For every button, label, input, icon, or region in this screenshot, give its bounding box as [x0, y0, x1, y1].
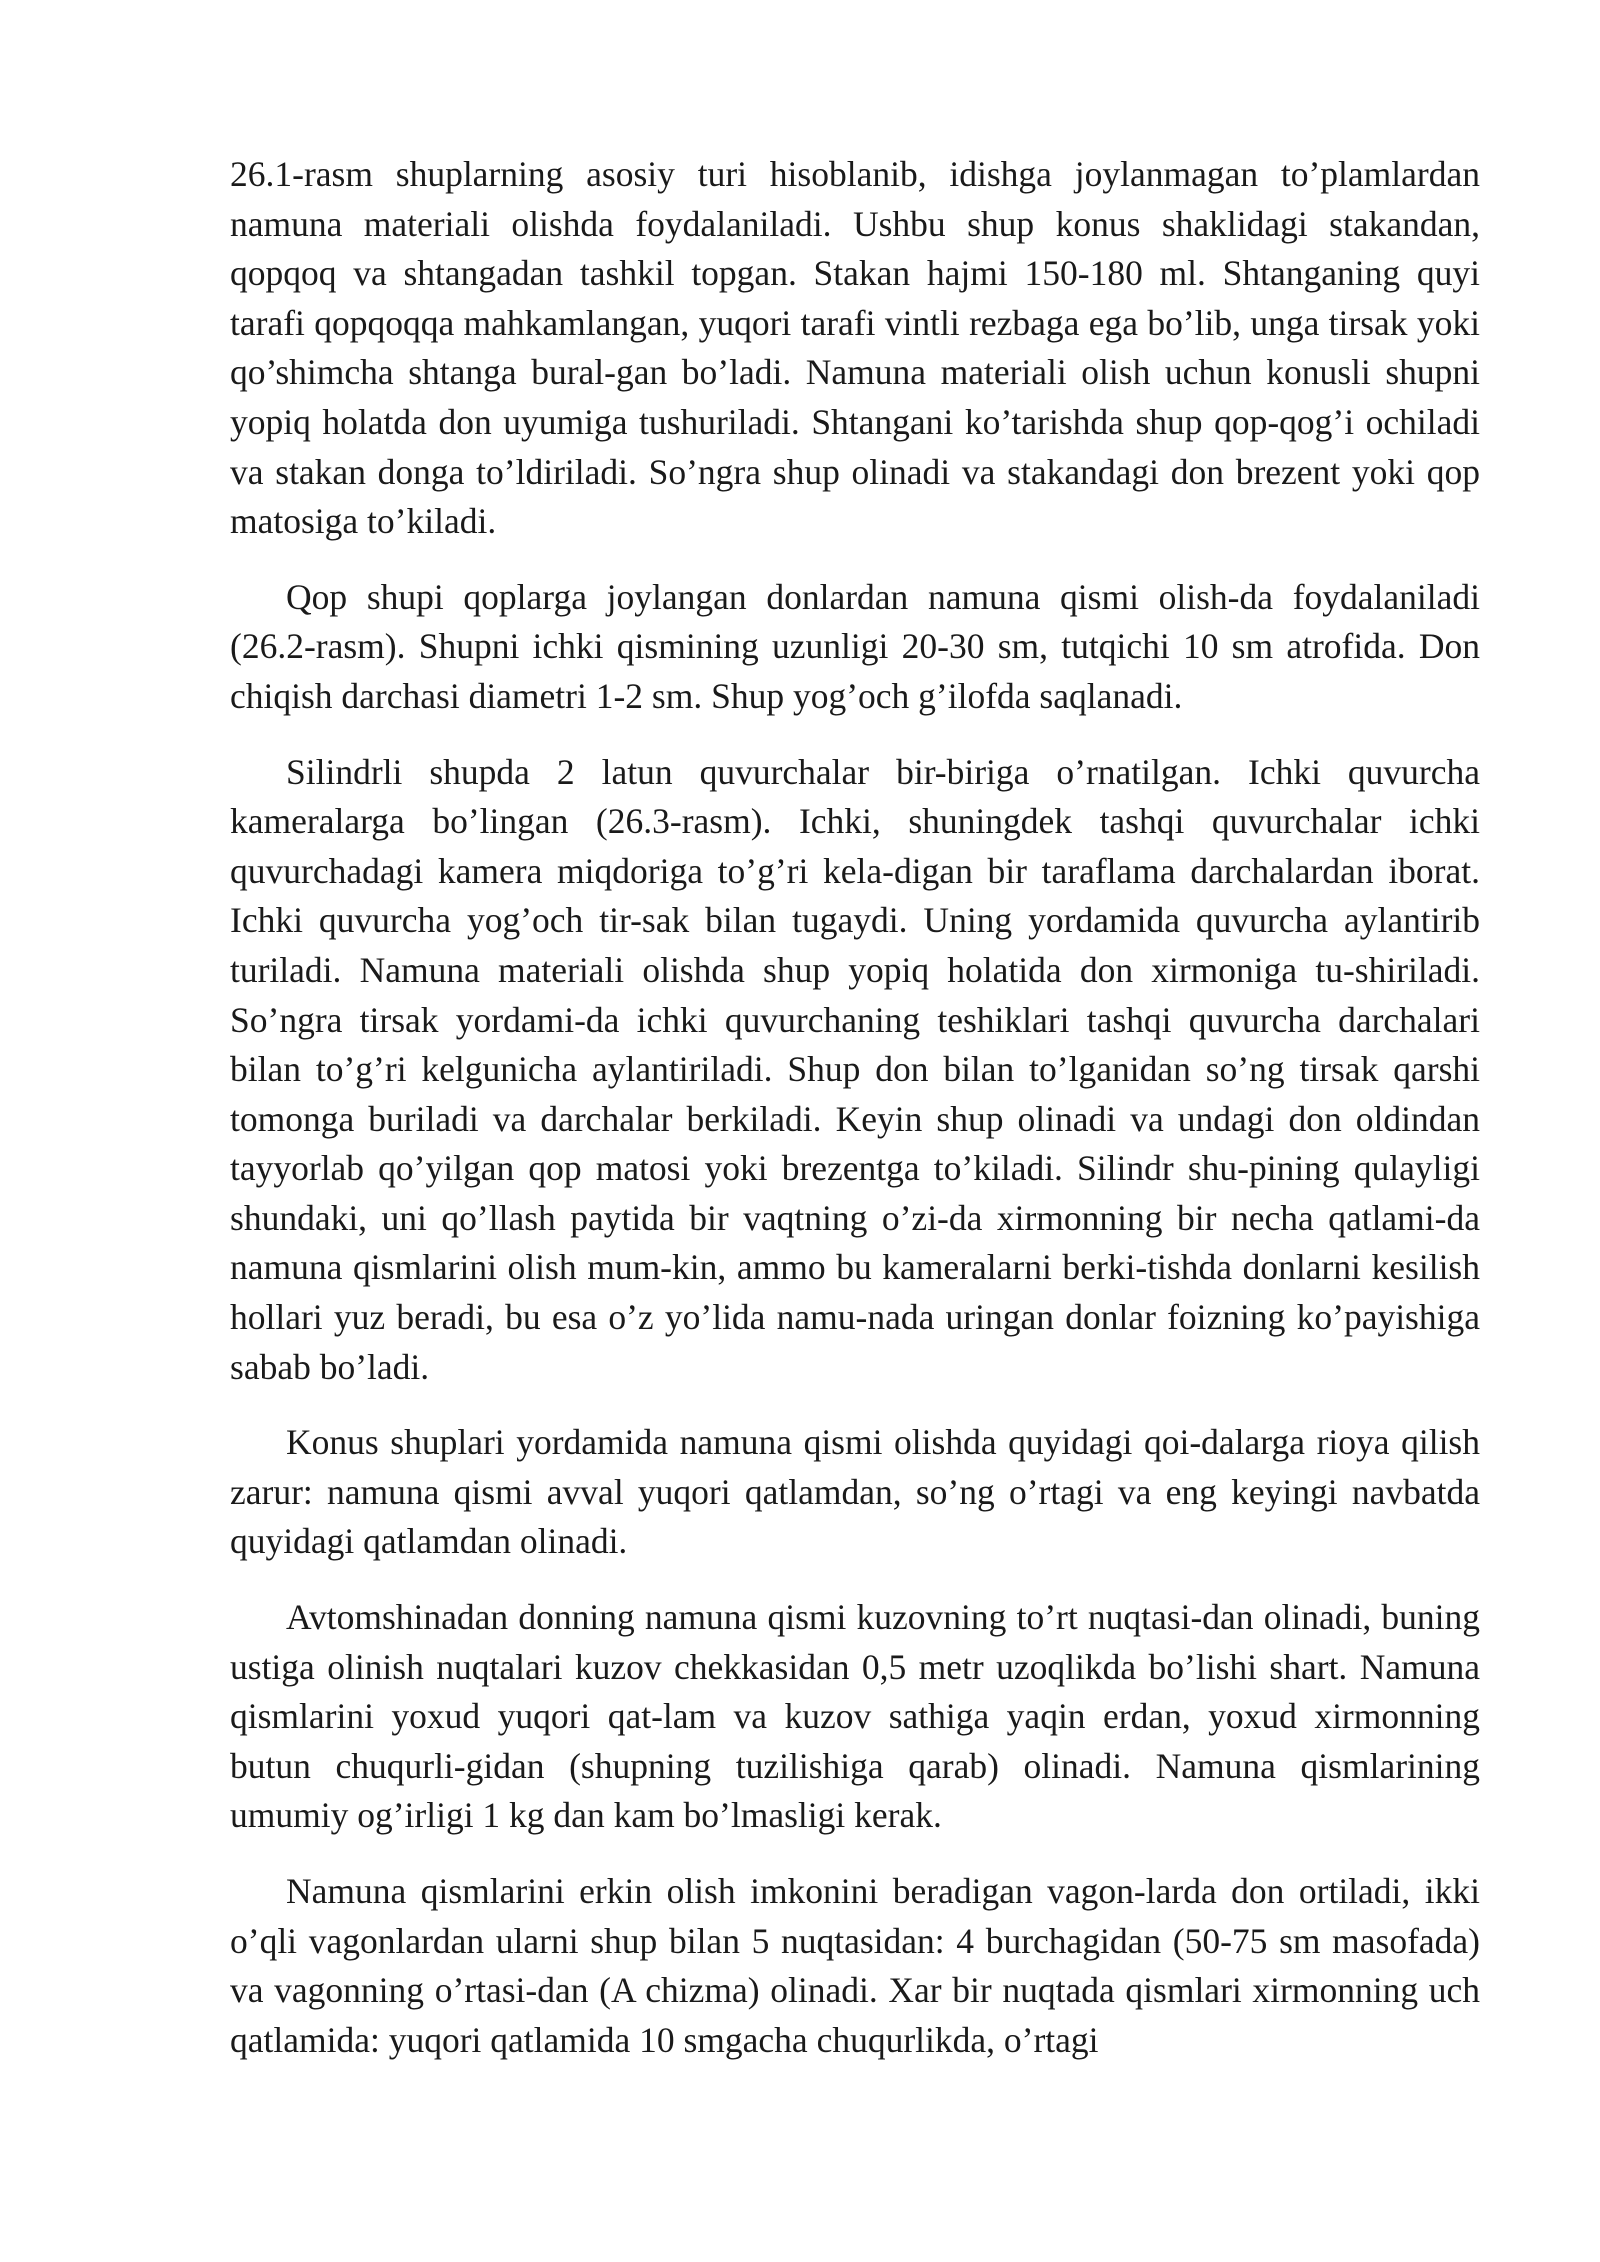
paragraph-cylinder-probe: Silindrli shupda 2 latun quvurchalar bir-biriga o’rnatilgan. Ichki quvurcha kameralarga bo’lingan (26.3-rasm). Ichki, shuningdek tashqi quvurchalar ichki quvurchadagi kamera miqdoriga to’g’ri kela-digan bir taraflama darchalardan iborat. Ichki quvurcha yog’och tir-sak bilan tugaydi. Uning yordamida quvurcha aylantirib turiladi. Namuna materiali olishda shup yopiq holatida don xirmoniga tu-shiriladi. So’ngra tirsak yordami-da ichki quvurchaning teshiklari tashqi quvurcha darchalari bilan to’g’ri kelgunicha aylantiriladi. Shup don bilan to’lganidan so’ng tirsak qarshi tomonga buriladi va darchalar berkiladi. Keyin shup olinadi va undagi don oldindan tayyorlab qo’yilgan qop matosi yoki brezentga to’kiladi. Silindr shu-pining qulayligi shundaki, uni qo’llash paytida bir vaqtning o’zi-da xirmonning bir necha qatlami-da namuna qismlarini olish mum-kin, ammo bu kameralarni berki-tishda donlarni kesilish hollari yuz beradi, bu esa o’z yo’lida namu-nada uringan donlar foizning ko’payishiga sabab bo’ladi.: [230, 751, 1480, 1387]
paragraph-truck-sampling: Avtomshinadan donning namuna qismi kuzovning to’rt nuqtasi-dan olinadi, buning ustiga olinish nuqtalari kuzov chekkasidan 0,5 metr uzoqlikda bo’lishi shart. Namuna qismlarini yoxud yuqori qat-lam va kuzov sathiga yaqin erdan, yoxud xirmonning butun chuqurli-gidan (shupning tuzilishiga qarab) olinadi. Namuna qismlarining umumiy og’irligi 1 kg dan kam bo’lmasligi kerak.: [230, 1597, 1480, 1836]
document-page: [230, 150, 1480, 2065]
paragraph-shup-types: 26.1-rasm shuplarning asosiy turi hisoblanib, idishga joylanmagan to’plamlardan namuna materiali olishda foydalaniladi. Ushbu shup konus shaklidagi stakandan, qopqoq va shtangadan tashkil topgan. Stakan hajmi 150-180 ml. Shtanganing quyi tarafi qopqoqqa mahkamlangan, yuqori tarafi vintli rezbaga ega bo’lib, unga tirsak yoki qo’shimcha shtanga bural-gan bo’ladi. Namuna materiali olish uchun konusli shupni yopiq holatda don uyumiga tushuriladi. Shtangani ko’tarishda shup qop-qog’i ochiladi va stakan donga to’ldiriladi. So’ngra shup olinadi va stakandagi don brezent yoki qop matosiga to’kiladi.: [230, 154, 1480, 542]
paragraph-bag-probe: Qop shupi qoplarga joylangan donlardan namuna qismi olish-da foydalaniladi (26.2-rasm). Shupni ichki qismining uzunligi 20-30 sm, tutqichi 10 sm atrofida. Don chiqish darchasi diametri 1-2 sm. Shup yog’och g’ilofda saqlanadi.: [230, 576, 1480, 716]
paragraph-cone-rules: Konus shuplari yordamida namuna qismi olishda quyidagi qoi-dalarga rioya qilish zarur: namuna qismi avval yuqori qatlamdan, so’ng o’rtagi va eng keyingi navbatda quyidagi qatlamdan olinadi.: [230, 1422, 1480, 1562]
paragraph-wagon-sampling: Namuna qismlarini erkin olish imkonini beradigan vagon-larda don ortiladi, ikki o’qli vagonlardan ularni shup bilan 5 nuqtasidan: 4 burchagidan (50-75 sm masofada) va vagonning o’rtasi-dan (A chizma) olinadi. Xar bir nuqtada qismlari xirmonning uch qatlamida: yuqori qatlamida 10 smgacha chuqurlikda, o’rtagi: [230, 1871, 1480, 2060]
